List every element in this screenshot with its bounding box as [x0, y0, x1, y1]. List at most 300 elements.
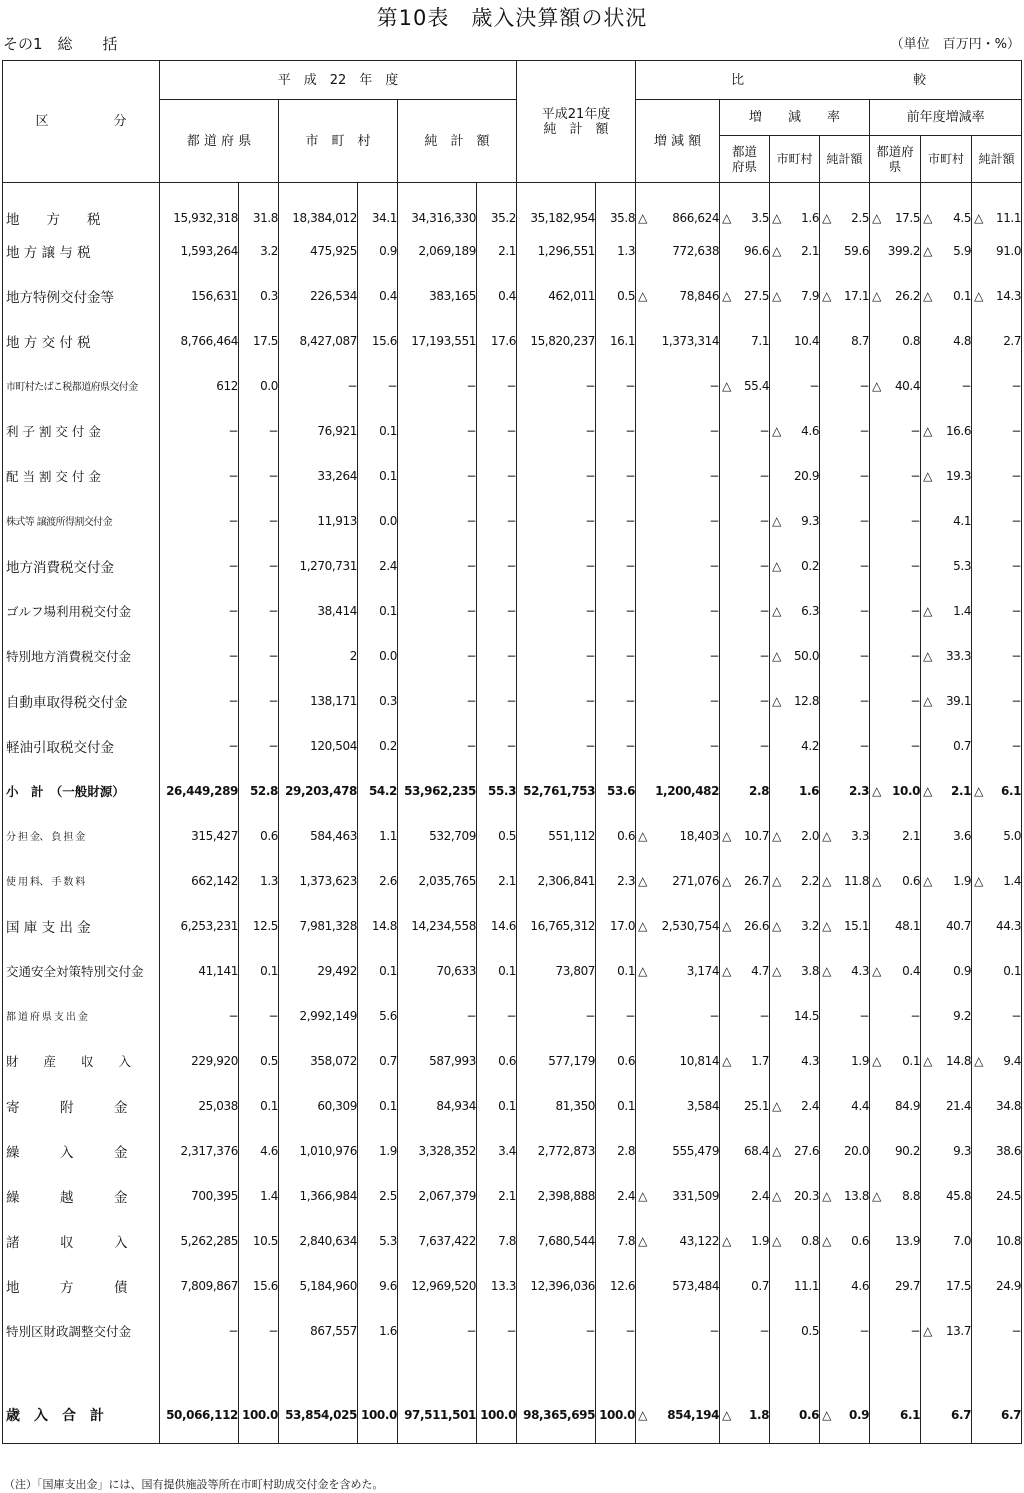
cell-h21-amount: − — [517, 453, 596, 498]
cell-rate-shichoson: △ 3.8 — [770, 948, 820, 993]
cell-junkei-share: − — [477, 408, 517, 453]
cell-prev-junkei: 5.0 — [972, 813, 1022, 858]
cell-rate-todofuken: − — [720, 993, 770, 1038]
cell-junkei-share: − — [477, 993, 517, 1038]
cell-prev-todofuken: △ 0.4 — [870, 948, 921, 993]
cell-change-amount: − — [636, 363, 720, 408]
header-rate-junkei: 純計額 — [820, 136, 870, 183]
cell-rate-todofuken: △ 27.5 — [720, 273, 770, 318]
cell-todofuken-amount: − — [160, 678, 239, 723]
negative-mark: △ — [872, 873, 881, 888]
cell-todofuken-amount: 50,066,112 — [160, 1353, 239, 1444]
header-h21 — [517, 61, 636, 183]
cell-shichoson-share: 2.6 — [358, 858, 398, 903]
cell-rate-junkei: − — [820, 1308, 870, 1353]
cell-h21-share: 12.6 — [596, 1263, 636, 1308]
negative-mark: △ — [772, 693, 781, 708]
cell-h21-amount: 7,680,544 — [517, 1218, 596, 1263]
row-label: 諸 収 入 — [3, 1218, 160, 1263]
cell-rate-todofuken: − — [720, 1308, 770, 1353]
cell-change-amount: △ 43,122 — [636, 1218, 720, 1263]
cell-prev-junkei: 24.9 — [972, 1263, 1022, 1308]
cell-junkei-amount: 12,969,520 — [398, 1263, 477, 1308]
cell-rate-junkei: △ 4.3 — [820, 948, 870, 993]
cell-rate-shichoson: △ 12.8 — [770, 678, 820, 723]
cell-junkei-share: 14.6 — [477, 903, 517, 948]
negative-mark: △ — [722, 378, 731, 393]
negative-mark: △ — [923, 648, 932, 663]
cell-h21-amount: − — [517, 1308, 596, 1353]
cell-h21-share: 2.4 — [596, 1173, 636, 1218]
cell-prev-todofuken: 13.9 — [870, 1218, 921, 1263]
cell-todofuken-share: − — [239, 723, 279, 768]
cell-prev-todofuken: 6.1 — [870, 1353, 921, 1444]
cell-rate-junkei: △ 13.8 — [820, 1173, 870, 1218]
cell-h21-share: − — [596, 588, 636, 633]
cell-prev-junkei: 38.6 — [972, 1128, 1022, 1173]
cell-junkei-amount: − — [398, 1308, 477, 1353]
cell-shichoson-amount: 358,072 — [279, 1038, 358, 1083]
cell-junkei-share: 55.3 — [477, 768, 517, 813]
cell-rate-todofuken: △ 26.6 — [720, 903, 770, 948]
cell-rate-shichoson: △ 2.1 — [770, 228, 820, 273]
cell-prev-shichoson: △ 14.8 — [921, 1038, 972, 1083]
negative-mark: △ — [638, 1188, 647, 1203]
cell-junkei-amount: 70,633 — [398, 948, 477, 993]
cell-rate-todofuken: △ 1.7 — [720, 1038, 770, 1083]
negative-mark: △ — [772, 513, 781, 528]
cell-shichoson-share: 0.0 — [358, 498, 398, 543]
table-row — [3, 273, 1022, 318]
cell-rate-shichoson: △ 9.3 — [770, 498, 820, 543]
cell-prev-shichoson: △ 16.6 — [921, 408, 972, 453]
cell-h21-amount: − — [517, 498, 596, 543]
cell-prev-shichoson: 0.7 — [921, 723, 972, 768]
table-row — [3, 903, 1022, 948]
cell-rate-junkei: △ 3.3 — [820, 813, 870, 858]
cell-todofuken-amount: − — [160, 723, 239, 768]
cell-rate-todofuken: − — [720, 408, 770, 453]
cell-junkei-share: 100.0 — [477, 1353, 517, 1444]
table-row — [3, 1218, 1022, 1263]
cell-shichoson-share: 0.1 — [358, 1083, 398, 1128]
header-zennen: 前年度増減率 — [870, 100, 1022, 136]
cell-rate-todofuken: − — [720, 543, 770, 588]
cell-rate-junkei: △ 2.5 — [820, 183, 870, 229]
table-row — [3, 228, 1022, 273]
negative-mark: △ — [872, 1188, 881, 1203]
cell-prev-junkei: − — [972, 588, 1022, 633]
table-row — [3, 723, 1022, 768]
negative-mark: △ — [923, 873, 932, 888]
cell-rate-todofuken: − — [720, 633, 770, 678]
cell-junkei-amount: − — [398, 678, 477, 723]
cell-prev-shichoson: △ 2.1 — [921, 768, 972, 813]
negative-mark: △ — [772, 648, 781, 663]
row-label: 特別地方消費税交付金 — [3, 633, 160, 678]
cell-prev-junkei: 91.0 — [972, 228, 1022, 273]
cell-prev-junkei: − — [972, 993, 1022, 1038]
cell-rate-todofuken: 0.7 — [720, 1263, 770, 1308]
cell-rate-junkei: − — [820, 498, 870, 543]
cell-todofuken-share: − — [239, 678, 279, 723]
cell-shichoson-amount: 53,854,025 — [279, 1353, 358, 1444]
unit-label: （単位 百万円・%） — [890, 37, 1020, 52]
negative-mark: △ — [722, 288, 731, 303]
cell-prev-junkei: − — [972, 678, 1022, 723]
cell-rate-shichoson: − — [770, 363, 820, 408]
cell-junkei-amount: − — [398, 408, 477, 453]
negative-mark: △ — [923, 468, 932, 483]
cell-rate-shichoson: △ 3.2 — [770, 903, 820, 948]
cell-change-amount: 555,479 — [636, 1128, 720, 1173]
cell-h21-share: − — [596, 363, 636, 408]
cell-rate-shichoson: △ 2.4 — [770, 1083, 820, 1128]
cell-rate-shichoson: 4.2 — [770, 723, 820, 768]
cell-shichoson-amount: 584,463 — [279, 813, 358, 858]
cell-shichoson-share: 0.9 — [358, 228, 398, 273]
cell-todofuken-share: − — [239, 543, 279, 588]
header-rate-shichoson: 市町村 — [770, 136, 820, 183]
cell-shichoson-amount: 76,921 — [279, 408, 358, 453]
header-zogenritsu: 増 減 率 — [720, 100, 870, 136]
cell-rate-junkei: △ 0.9 — [820, 1353, 870, 1444]
cell-rate-shichoson: △ 0.2 — [770, 543, 820, 588]
row-label: 国 庫 支 出 金 — [3, 903, 160, 948]
cell-prev-todofuken: △ 0.1 — [870, 1038, 921, 1083]
cell-prev-shichoson: △ 0.1 — [921, 273, 972, 318]
cell-rate-shichoson: 0.5 — [770, 1308, 820, 1353]
cell-rate-junkei: △ 0.6 — [820, 1218, 870, 1263]
cell-prev-todofuken: − — [870, 993, 921, 1038]
cell-prev-shichoson: 9.3 — [921, 1128, 972, 1173]
cell-todofuken-amount: 700,395 — [160, 1173, 239, 1218]
cell-h21-share: 100.0 — [596, 1353, 636, 1444]
cell-shichoson-share: 15.6 — [358, 318, 398, 363]
negative-mark: △ — [822, 828, 831, 843]
cell-prev-todofuken: 84.9 — [870, 1083, 921, 1128]
cell-todofuken-share: 0.0 — [239, 363, 279, 408]
header-junkei: 純 計 額 — [398, 100, 517, 183]
cell-rate-todofuken: 2.4 — [720, 1173, 770, 1218]
table-row — [3, 633, 1022, 678]
cell-shichoson-amount: 1,270,731 — [279, 543, 358, 588]
cell-h21-share: 0.1 — [596, 948, 636, 993]
row-label: ゴルフ場利用税交付金 — [3, 588, 160, 633]
negative-mark: △ — [772, 243, 781, 258]
cell-junkei-amount: − — [398, 453, 477, 498]
cell-h21-share: − — [596, 408, 636, 453]
cell-shichoson-amount: 29,203,478 — [279, 768, 358, 813]
cell-h21-amount: − — [517, 543, 596, 588]
table-row — [3, 318, 1022, 363]
cell-prev-todofuken: − — [870, 543, 921, 588]
negative-mark: △ — [722, 873, 731, 888]
cell-junkei-amount: − — [398, 723, 477, 768]
cell-rate-todofuken: △ 4.7 — [720, 948, 770, 993]
cell-junkei-amount: 34,316,330 — [398, 183, 477, 229]
cell-shichoson-amount: 18,384,012 — [279, 183, 358, 229]
negative-mark: △ — [722, 918, 731, 933]
cell-shichoson-amount: 475,925 — [279, 228, 358, 273]
cell-prev-todofuken: △ 40.4 — [870, 363, 921, 408]
cell-rate-todofuken: △ 1.9 — [720, 1218, 770, 1263]
cell-rate-junkei: 59.6 — [820, 228, 870, 273]
cell-todofuken-share: 17.5 — [239, 318, 279, 363]
cell-todofuken-share: 1.4 — [239, 1173, 279, 1218]
cell-shichoson-amount: 2 — [279, 633, 358, 678]
cell-rate-shichoson: △ 7.9 — [770, 273, 820, 318]
cell-junkei-amount: 7,637,422 — [398, 1218, 477, 1263]
cell-h21-share: 35.8 — [596, 183, 636, 229]
cell-todofuken-share: 0.5 — [239, 1038, 279, 1083]
cell-shichoson-share: 0.4 — [358, 273, 398, 318]
cell-rate-shichoson: △ 4.6 — [770, 408, 820, 453]
cell-prev-junkei: − — [972, 498, 1022, 543]
cell-todofuken-share: 0.1 — [239, 1083, 279, 1128]
negative-mark: △ — [974, 1053, 983, 1068]
table-body — [3, 183, 1022, 1444]
negative-mark: △ — [772, 603, 781, 618]
cell-prev-shichoson: 17.5 — [921, 1263, 972, 1308]
cell-todofuken-share: 31.8 — [239, 183, 279, 229]
cell-h21-amount: 52,761,753 — [517, 768, 596, 813]
cell-change-amount: − — [636, 678, 720, 723]
cell-rate-shichoson: 1.6 — [770, 768, 820, 813]
cell-todofuken-share: − — [239, 633, 279, 678]
cell-prev-junkei: 44.3 — [972, 903, 1022, 948]
negative-mark: △ — [923, 783, 932, 798]
cell-todofuken-share: − — [239, 498, 279, 543]
cell-prev-junkei: 2.7 — [972, 318, 1022, 363]
cell-rate-shichoson: △ 0.8 — [770, 1218, 820, 1263]
cell-todofuken-share: − — [239, 453, 279, 498]
cell-change-amount: − — [636, 498, 720, 543]
cell-todofuken-amount: − — [160, 408, 239, 453]
row-label: 地方消費税交付金 — [3, 543, 160, 588]
cell-h21-amount: 462,011 — [517, 273, 596, 318]
cell-todofuken-amount: 6,253,231 — [160, 903, 239, 948]
table-row — [3, 183, 1022, 229]
cell-rate-junkei: − — [820, 993, 870, 1038]
row-label: 小 計 （一般財源） — [3, 768, 160, 813]
row-label: 自動車取得税交付金 — [3, 678, 160, 723]
cell-prev-junkei: − — [972, 453, 1022, 498]
row-label: 寄 附 金 — [3, 1083, 160, 1128]
table-row — [3, 408, 1022, 453]
cell-junkei-share: − — [477, 633, 517, 678]
cell-h21-amount: 12,396,036 — [517, 1263, 596, 1308]
cell-prev-shichoson: 40.7 — [921, 903, 972, 948]
cell-h21-amount: 35,182,954 — [517, 183, 596, 229]
cell-todofuken-amount: − — [160, 453, 239, 498]
table-row — [3, 1038, 1022, 1083]
negative-mark: △ — [638, 288, 647, 303]
cell-rate-junkei: △ 11.8 — [820, 858, 870, 903]
cell-junkei-share: − — [477, 723, 517, 768]
cell-todofuken-share: 12.5 — [239, 903, 279, 948]
negative-mark: △ — [822, 918, 831, 933]
cell-h21-share: 17.0 — [596, 903, 636, 948]
cell-todofuken-amount: 156,631 — [160, 273, 239, 318]
cell-junkei-amount: 2,035,765 — [398, 858, 477, 903]
cell-junkei-share: 3.4 — [477, 1128, 517, 1173]
cell-h21-share: − — [596, 723, 636, 768]
cell-prev-todofuken: − — [870, 633, 921, 678]
cell-h21-amount: 16,765,312 — [517, 903, 596, 948]
cell-change-amount: − — [636, 993, 720, 1038]
cell-h21-share: − — [596, 633, 636, 678]
cell-shichoson-share: 0.7 — [358, 1038, 398, 1083]
row-label: 地方特例交付金等 — [3, 273, 160, 318]
cell-h21-amount: 2,398,888 — [517, 1173, 596, 1218]
cell-rate-junkei: 20.0 — [820, 1128, 870, 1173]
negative-mark: △ — [772, 963, 781, 978]
cell-junkei-share: 17.6 — [477, 318, 517, 363]
cell-prev-junkei: − — [972, 633, 1022, 678]
table-row — [3, 1173, 1022, 1218]
cell-shichoson-share: 34.1 — [358, 183, 398, 229]
header-rate-todofuken: 都道府県 — [720, 136, 770, 183]
cell-shichoson-amount: 1,010,976 — [279, 1128, 358, 1173]
cell-todofuken-share: − — [239, 993, 279, 1038]
negative-mark: △ — [722, 210, 731, 225]
negative-mark: △ — [772, 828, 781, 843]
negative-mark: △ — [722, 1233, 731, 1248]
cell-shichoson-amount: 38,414 — [279, 588, 358, 633]
row-label: 利 子 割 交 付 金 — [3, 408, 160, 453]
cell-junkei-amount: 97,511,501 — [398, 1353, 477, 1444]
cell-rate-shichoson: △ 1.6 — [770, 183, 820, 229]
cell-shichoson-amount: 1,373,623 — [279, 858, 358, 903]
negative-mark: △ — [772, 558, 781, 573]
cell-shichoson-share: 5.6 — [358, 993, 398, 1038]
cell-todofuken-amount: 315,427 — [160, 813, 239, 858]
cell-junkei-share: 2.1 — [477, 1173, 517, 1218]
cell-rate-shichoson: △ 6.3 — [770, 588, 820, 633]
cell-prev-shichoson: 45.8 — [921, 1173, 972, 1218]
cell-todofuken-amount: − — [160, 588, 239, 633]
row-label: 地 方 譲 与 税 — [3, 228, 160, 273]
cell-prev-todofuken: 29.7 — [870, 1263, 921, 1308]
row-label: 交通安全対策特別交付金 — [3, 948, 160, 993]
cell-change-amount: − — [636, 633, 720, 678]
cell-prev-todofuken: △ 10.0 — [870, 768, 921, 813]
cell-todofuken-amount: 2,317,376 — [160, 1128, 239, 1173]
cell-rate-todofuken: − — [720, 723, 770, 768]
cell-rate-todofuken: △ 55.4 — [720, 363, 770, 408]
cell-prev-todofuken: 2.1 — [870, 813, 921, 858]
cell-shichoson-share: 1.1 — [358, 813, 398, 858]
cell-junkei-amount: − — [398, 543, 477, 588]
cell-prev-shichoson: △ 39.1 — [921, 678, 972, 723]
cell-h21-share: 16.1 — [596, 318, 636, 363]
cell-prev-shichoson: △ 1.4 — [921, 588, 972, 633]
negative-mark: △ — [638, 1233, 647, 1248]
table-row — [3, 1263, 1022, 1308]
cell-junkei-share: 2.1 — [477, 228, 517, 273]
cell-change-amount: − — [636, 1308, 720, 1353]
table-row — [3, 813, 1022, 858]
cell-todofuken-amount: 25,038 — [160, 1083, 239, 1128]
cell-prev-todofuken: − — [870, 723, 921, 768]
cell-rate-junkei: △ 17.1 — [820, 273, 870, 318]
row-label: 財 産 収 入 — [3, 1038, 160, 1083]
negative-mark: △ — [772, 918, 781, 933]
cell-shichoson-amount: 5,184,960 — [279, 1263, 358, 1308]
row-label: 地 方 交 付 税 — [3, 318, 160, 363]
cell-todofuken-share: 0.6 — [239, 813, 279, 858]
table-row — [3, 498, 1022, 543]
cell-junkei-amount: 532,709 — [398, 813, 477, 858]
cell-shichoson-amount: 226,534 — [279, 273, 358, 318]
cell-h21-amount: 15,820,237 — [517, 318, 596, 363]
cell-change-amount: − — [636, 543, 720, 588]
header-prev-junkei: 純計額 — [972, 136, 1022, 183]
cell-todofuken-amount: 7,809,867 — [160, 1263, 239, 1308]
cell-todofuken-share: − — [239, 408, 279, 453]
row-label: 軽油引取税交付金 — [3, 723, 160, 768]
cell-rate-shichoson: △ 20.3 — [770, 1173, 820, 1218]
cell-rate-shichoson: △ 27.6 — [770, 1128, 820, 1173]
row-label: 都 道 府 県 支 出 金 — [3, 993, 160, 1038]
cell-todofuken-amount: 662,142 — [160, 858, 239, 903]
negative-mark: △ — [923, 693, 932, 708]
cell-rate-junkei: − — [820, 543, 870, 588]
cell-junkei-share: − — [477, 678, 517, 723]
cell-junkei-amount: 14,234,558 — [398, 903, 477, 948]
cell-h21-share: − — [596, 543, 636, 588]
cell-junkei-amount: − — [398, 633, 477, 678]
cell-rate-junkei: △ 15.1 — [820, 903, 870, 948]
cell-rate-shichoson: 14.5 — [770, 993, 820, 1038]
cell-todofuken-share: 100.0 — [239, 1353, 279, 1444]
table-row — [3, 588, 1022, 633]
table-row — [3, 948, 1022, 993]
negative-mark: △ — [638, 828, 647, 843]
negative-mark: △ — [822, 288, 831, 303]
negative-mark: △ — [722, 828, 731, 843]
cell-rate-todofuken: 96.6 — [720, 228, 770, 273]
cell-shichoson-amount: − — [279, 363, 358, 408]
cell-prev-todofuken: △ 0.6 — [870, 858, 921, 903]
cell-prev-todofuken: △ 17.5 — [870, 183, 921, 229]
cell-todofuken-amount: 612 — [160, 363, 239, 408]
table-row — [3, 768, 1022, 813]
cell-change-amount: 573,484 — [636, 1263, 720, 1308]
cell-junkei-share: − — [477, 363, 517, 408]
negative-mark: △ — [638, 918, 647, 933]
cell-h21-share: 0.5 — [596, 273, 636, 318]
cell-prev-junkei: 10.8 — [972, 1218, 1022, 1263]
cell-rate-todofuken: 2.8 — [720, 768, 770, 813]
cell-h21-share: 0.6 — [596, 813, 636, 858]
cell-shichoson-amount: 7,981,328 — [279, 903, 358, 948]
negative-mark: △ — [923, 423, 932, 438]
cell-prev-todofuken: 90.2 — [870, 1128, 921, 1173]
cell-rate-todofuken: △ 26.7 — [720, 858, 770, 903]
cell-shichoson-amount: 2,992,149 — [279, 993, 358, 1038]
cell-rate-junkei: − — [820, 408, 870, 453]
cell-junkei-amount: 17,193,551 — [398, 318, 477, 363]
negative-mark: △ — [638, 963, 647, 978]
revenue-table — [2, 60, 1022, 1444]
cell-prev-shichoson: △ 4.5 — [921, 183, 972, 229]
cell-h21-share: − — [596, 453, 636, 498]
negative-mark: △ — [923, 1053, 932, 1068]
cell-junkei-share: − — [477, 588, 517, 633]
cell-change-amount: △ 854,194 — [636, 1353, 720, 1444]
